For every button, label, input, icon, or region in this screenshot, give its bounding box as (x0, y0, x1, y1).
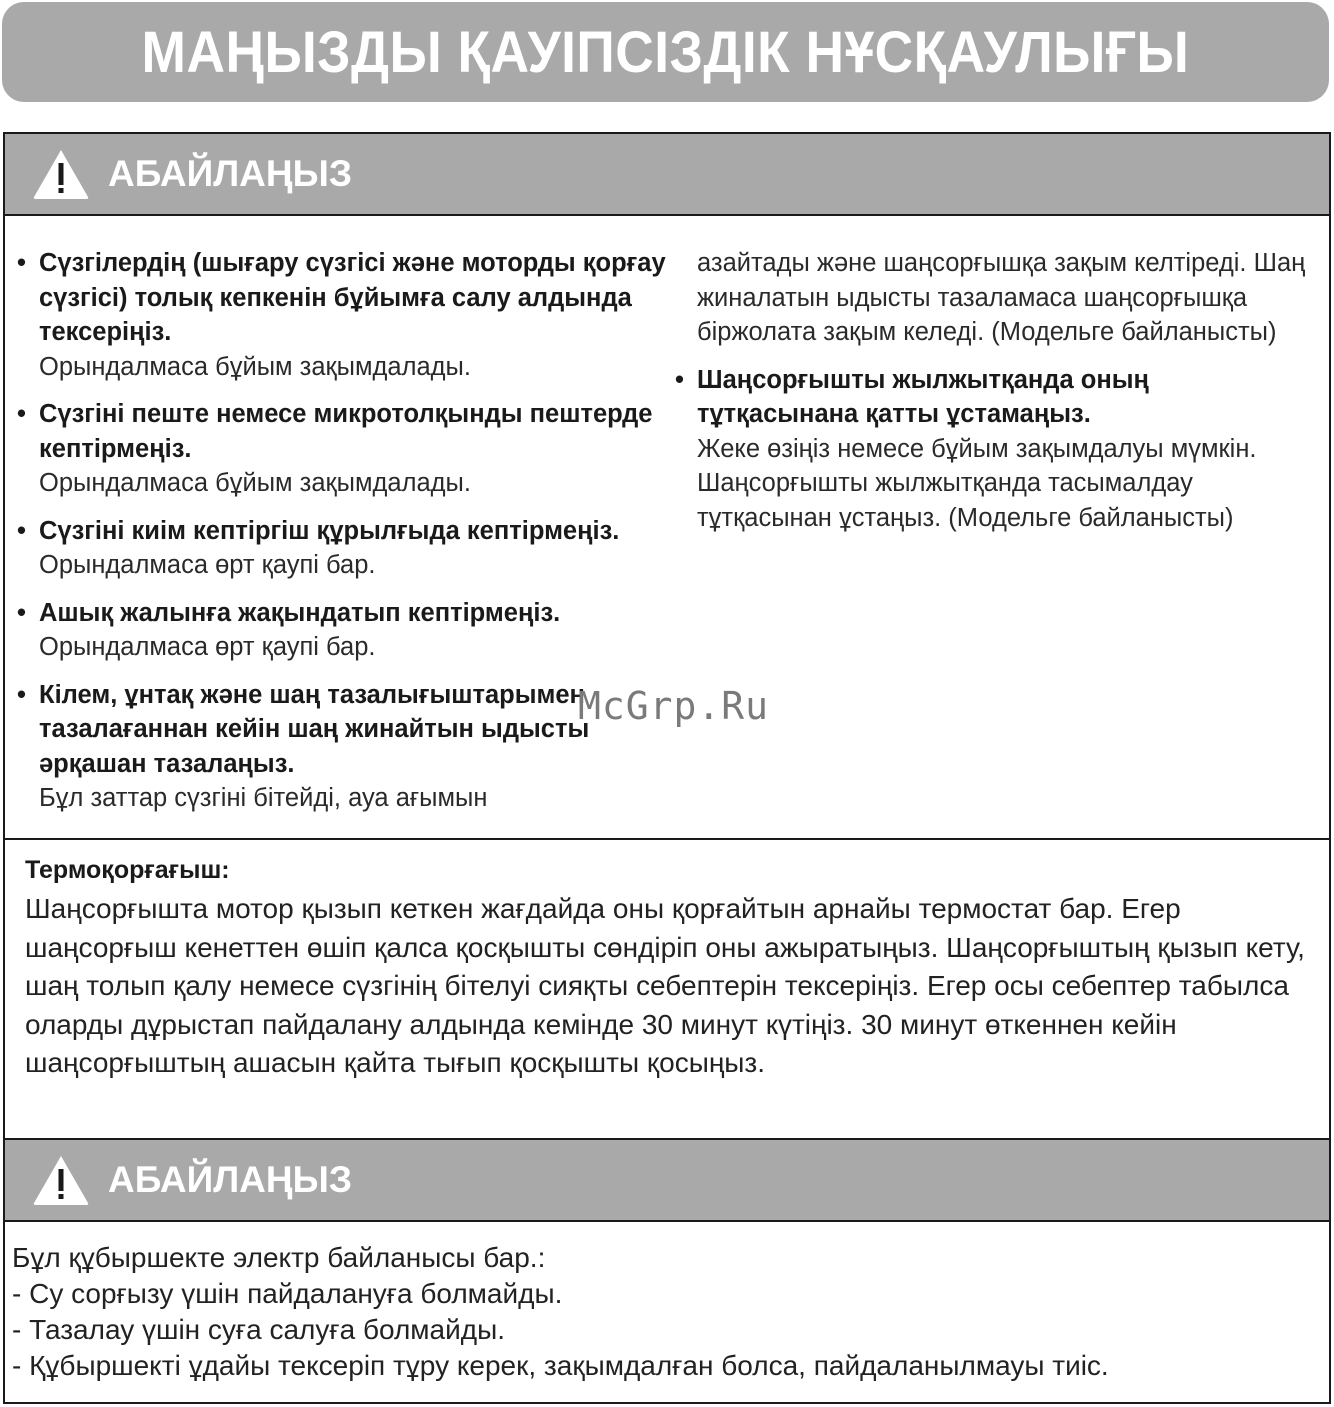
list-item: • Сүзгіні киім кептіргіш құрылғыда кептірмеңіз. Орындалмаса өрт қаупі бар. (17, 514, 687, 583)
item-bold: Сүзгілердің (шығару сүзгісі және моторды қорғау сүзгісі) толық кепкенін бұйымға салу алдында тексеріңіз. (39, 249, 666, 346)
item-normal: Орындалмаса бұйым зақымдалады. (39, 352, 471, 381)
item-bold: Ашық жалынға жақындатып кептірмеңіз. (39, 598, 561, 627)
watermark: McGrp.Ru (578, 684, 770, 728)
continued-text: азайтады және шаңсорғышқа зақым келтіреді. Шаң жиналатын ыдысты тазаламаса шаңсорғышқа біржолата зақым келеді. (Модельге байланысты) (697, 249, 1306, 346)
warning-triangle-icon (32, 1154, 90, 1206)
list-item: • Шаңсорғышты жылжытқанда оның тұтқасынана қатты ұстамаңыз. Жеке өзіңіз немесе бұйым зақымдалуы мүмкін. Шаңсорғышты жылжытқанда тасымалдау тұтқасынан ұстаңыз. (Модельге байланысты) (675, 363, 1325, 536)
item-normal: Орындалмаса бұйым зақымдалады. (39, 469, 471, 497)
list-item: • Кілем, ұнтақ және шаң тазалығыштарымен тазалағаннан кейін шаң жинайтын ыдысты әрқашан тазалаңыз. Бұл заттар сүзгіні бітейді, ауа ағымын (17, 678, 687, 816)
item-normal: Орындалмаса өрт қаупі бар. (39, 633, 376, 661)
caution-section-hose (3, 1138, 1331, 1404)
caution-section-filters (3, 132, 1331, 840)
hose-line: - Су сорғызу үшін пайдалануға болмайды. (12, 1278, 563, 1309)
warning-triangle-icon (32, 148, 90, 200)
item-bold: Сүзгіні пеште немесе микротолқынды пештерде кептірмеңіз. (39, 400, 653, 463)
thermo-body: Шаңсорғышта мотор қызып кеткен жағдайда оны қорғайтын арнайы термостат бар. Егер шаңсорғыш кенеттен өшіп қалса қосқышты сөндіріп оны ажыратыңыз. Шаңсорғыштың қызып кету, шаң толып қалу немесе сүзгінің бітелуі сияқты себептерін тексеріңіз. Егер осы себептер табылса оларды дұрыстап пайдалану алдында кемінде 30 минут күтіңіз. 30 минут өткеннен кейін шаңсорғыштың ашасын қайта тығып қосқышты қосыңыз. (25, 893, 1305, 1079)
hose-line: Бұл құбыршекте электр байланысы бар.: (12, 1242, 546, 1273)
caution-header (5, 134, 1329, 216)
item-bold: Шаңсорғышты жылжытқанда оның тұтқасынана қатты ұстамаңыз. (697, 365, 1149, 428)
item-bold: Сүзгіні киім кептіргіш құрылғыда кептірмеңіз. (39, 516, 620, 545)
list-item: • Сүзгіні пеште немесе микротолқынды пештерде кептірмеңіз. Орындалмаса бұйым зақымдалады. (17, 397, 687, 501)
caution-label: АБАЙЛАҢЫЗ (108, 1159, 353, 1200)
left-column (17, 246, 687, 829)
item-normal: Орындалмаса өрт қаупі бар. (39, 551, 376, 579)
thermo-title: Термоқорғағыш: (25, 856, 230, 884)
caution-label: АБАЙЛАҢЫЗ (108, 153, 353, 194)
item-bold: Кілем, ұнтақ және шаң тазалығыштарымен тазалағаннан кейін шаң жинайтын ыдысты әрқашан тазалаңыз. (39, 680, 590, 778)
hose-line: - Құбыршекті ұдайы тексеріп тұру керек, зақымдалған болса, пайдаланылмауы тиіс. (12, 1350, 1109, 1381)
list-item: • Ашық жалынға жақындатып кептірмеңіз. Орындалмаса өрт қаупі бар. (17, 596, 687, 665)
list-item: • Сүзгілердің (шығару сүзгісі және моторды қорғау сүзгісі) толық кепкенін бұйымға салу алдында тексеріңіз. Орындалмаса бұйым зақымдалады. (17, 246, 687, 384)
title-banner (2, 2, 1329, 102)
caution-header (5, 1140, 1329, 1222)
thermo-section (3, 838, 1331, 1140)
hose-notes (12, 1240, 1109, 1384)
item-normal: Бұл заттар сүзгіні бітейді, ауа ағымын (39, 784, 488, 812)
page-title: МАҢЫЗДЫ ҚАУІПСІЗДІК НҰСҚАУЛЫҒЫ (141, 19, 1190, 85)
item-normal: Жеке өзіңіз немесе бұйым зақымдалуы мүмкін. Шаңсорғышты жылжытқанда тасымалдау тұтқасынан ұстаңыз. (Модельге байланысты) (697, 434, 1257, 532)
hose-line: - Тазалау үшін суға салуға болмайды. (12, 1314, 505, 1345)
right-column (675, 246, 1325, 548)
